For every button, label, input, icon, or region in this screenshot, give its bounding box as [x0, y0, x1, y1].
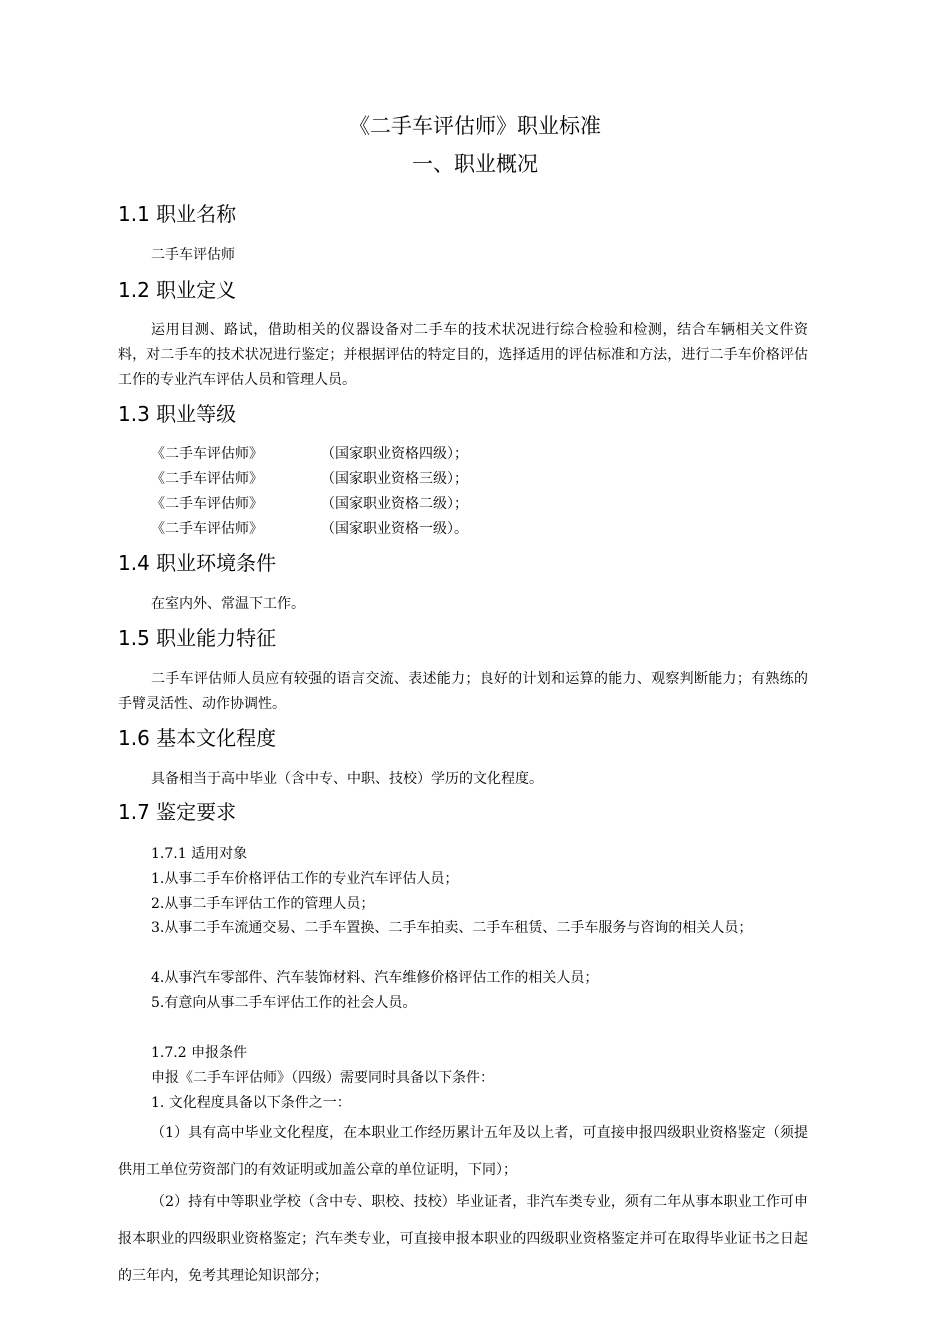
level-grade: （国家职业资格三级）； — [321, 471, 468, 487]
level-line — [151, 517, 468, 542]
section-title: 一、职业概况 — [412, 152, 538, 176]
condition-paragraph-1: （1）具有高中毕业文化程度，在本职业工作经历累计五年及以上者，可直接申报四级职业资格鉴定（须提供用工单位劳资部门的有效证明或加盖公章的单位证明，下同）； — [118, 1125, 808, 1178]
level-line — [151, 442, 468, 467]
education-text: 具备相当于高中毕业（含中专、中职、技校）学历的文化程度。 — [151, 771, 543, 787]
level-line — [151, 492, 468, 517]
heading-1-4: 1.4 职业环境条件 — [118, 551, 277, 575]
list-item: 3.从事二手车流通交易、二手车置换、二手车拍卖、二手车租赁、二手车服务与咨询的相关人员； — [151, 920, 753, 936]
condition-paragraph-2: （2）持有中等职业学校（含中专、职校、技校）毕业证者，非汽车类专业，须有二年从事本职业工作可申报本职业的四级职业资格鉴定；汽车类专业，可直接申报本职业的四级职业资格鉴定并可在取得毕业证书之日起的三年内，免考其理论知识部分； — [118, 1194, 808, 1284]
subheading-1-7-1: 1.7.1 适用对象 — [151, 846, 248, 862]
occupation-definition: 运用目测、路试，借助相关的仪器设备对二手车的技术状况进行综合检验和检测，结合车辆相关文件资料，对二手车的技术状况进行鉴定；并根据评估的特定目的，选择适用的评估标准和方法，进行二手车价格评估工作的专业汽车评估人员和管理人员。 — [118, 322, 808, 388]
list-item: 4.从事汽车零部件、汽车装饰材料、汽车维修价格评估工作的相关人员； — [151, 970, 599, 986]
occupation-name: 二手车评估师 — [151, 247, 235, 263]
heading-1-5: 1.5 职业能力特征 — [118, 626, 277, 650]
level-grade: （国家职业资格一级）。 — [321, 521, 468, 537]
ability-text: 二手车评估师人员应有较强的语言交流、表述能力；良好的计划和运算的能力、观察判断能力；有熟练的手臂灵活性、动作协调性。 — [118, 671, 808, 712]
level-line — [151, 467, 468, 492]
level-name: 《二手车评估师》 — [151, 471, 263, 487]
heading-1-6: 1.6 基本文化程度 — [118, 726, 277, 750]
document-title: 《二手车评估师》职业标准 — [349, 114, 601, 138]
level-grade: （国家职业资格四级）； — [321, 446, 468, 462]
heading-1-7: 1.7 鉴定要求 — [118, 800, 237, 824]
environment-text: 在室内外、常温下工作。 — [151, 596, 305, 612]
heading-1-2: 1.2 职业定义 — [118, 278, 237, 302]
subheading-1-7-2: 1.7.2 申报条件 — [151, 1045, 248, 1061]
heading-1-3: 1.3 职业等级 — [118, 402, 237, 426]
level-grade: （国家职业资格二级）； — [321, 496, 468, 512]
list-item: 2.从事二手车评估工作的管理人员； — [151, 896, 375, 912]
condition-heading: 1. 文化程度具备以下条件之一： — [151, 1095, 351, 1111]
list-item: 5.有意向从事二手车评估工作的社会人员。 — [151, 995, 417, 1011]
level-name: 《二手车评估师》 — [151, 496, 263, 512]
level-name: 《二手车评估师》 — [151, 446, 263, 462]
level-name: 《二手车评估师》 — [151, 521, 263, 537]
list-item: 1.从事二手车价格评估工作的专业汽车评估人员； — [151, 871, 459, 887]
heading-1-1: 1.1 职业名称 — [118, 202, 237, 226]
application-intro: 申报《二手车评估师》（四级）需要同时具备以下条件： — [151, 1070, 494, 1086]
